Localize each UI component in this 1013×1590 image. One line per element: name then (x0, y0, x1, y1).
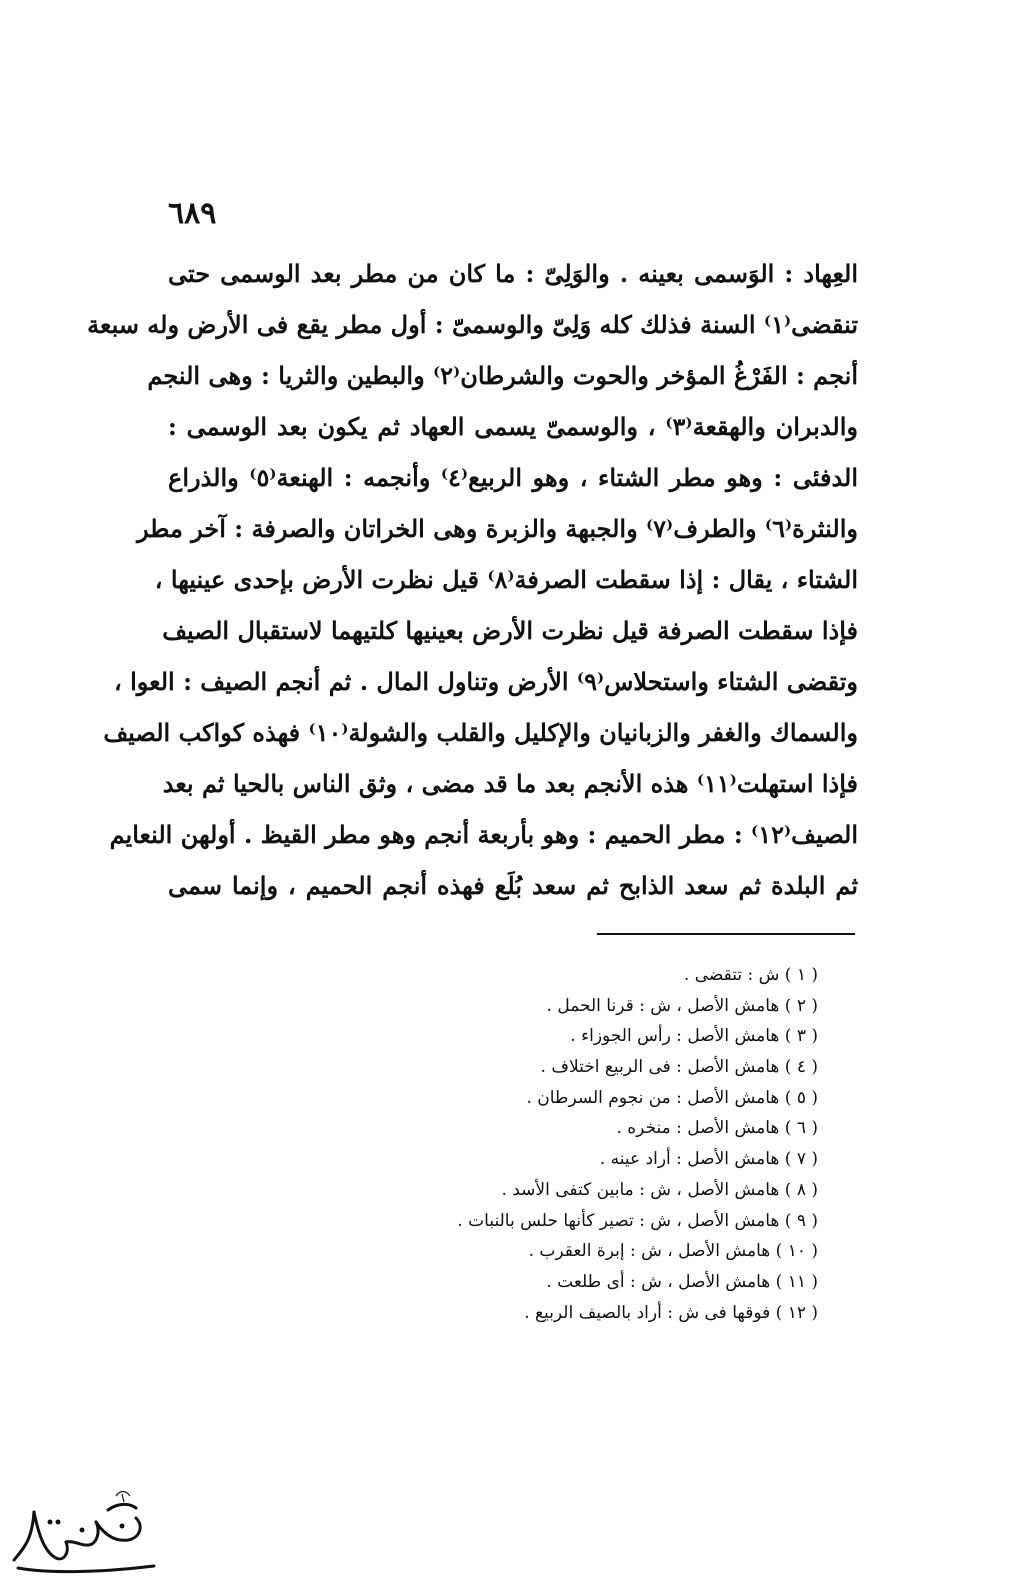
footnote: ( ٥ ) هامش الأصل : من نجوم السرطان . (526, 1087, 818, 1108)
footnote: ( ١١ ) هامش الأصل ، ش : أى طلعت . (546, 1271, 818, 1292)
body-line: الشتاء ، يقال : إذا سقطت الصرفة⁽٨⁾ قيل نظرت الأرض بإحدى عينيها ، (154, 565, 858, 594)
body-line: والسماك والغفر والزبانيان والإكليل والقلب والشولة⁽١٠⁾ فهذه كواكب الصيف (103, 718, 858, 747)
calligraphic-stamp-logo (4, 1482, 164, 1578)
footnote: ( ٩ ) هامش الأصل ، ش : تصير كأنها حلس بالنبات . (457, 1210, 818, 1231)
footnote: ( ٣ ) هامش الأصل : رأس الجوزاء . (570, 1026, 818, 1047)
footnote: ( ١ ) ش : تتقضى . (683, 965, 818, 985)
body-line: الصيف⁽١٢⁾ : مطر الحميم : وهو بأربعة أنجم وهو مطر القيظ . أولهن النعايم (109, 820, 858, 849)
body-line: تنقضى⁽١⁾ السنة فذلك كله وَلِىّ والوسمىّ : أول مطر يقع فى الأرض وله سبعة (87, 310, 858, 339)
footnote: ( ٧ ) هامش الأصل : أراد عينه . (599, 1149, 818, 1170)
body-line: والنثرة⁽٦⁾ والطرف⁽٧⁾ والجبهة والزبرة وهى الخراتان والصرفة : آخر مطر (137, 514, 858, 543)
body-line: ثم البلدة ثم سعد الذابح ثم سعد بُلَع فهذه أنجم الحميم ، وإنما سمى (168, 871, 858, 900)
body-line: العِهاد : الوَسمى بعينه . والوَلِىّ : ما كان من مطر بعد الوسمى حتى (168, 259, 858, 288)
footnote: ( ٢ ) هامش الأصل ، ش : قرنا الحمل . (546, 995, 818, 1016)
footnote: ( ٨ ) هامش الأصل ، ش : مابين كتفى الأسد . (501, 1179, 818, 1200)
body-line: الدفئى : وهو مطر الشتاء ، وهو الربيع⁽٤⁾ وأنجمه : الهنعة⁽٥⁾ والذراع (168, 463, 859, 492)
body-text (87, 248, 859, 911)
footnotes-list (420, 960, 818, 1328)
body-line: والدبران والهقعة⁽٣⁾ ، والوسمىّ يسمى العهاد ثم يكون بعد الوسمى : (168, 412, 858, 441)
page-number: ٦٨٩ (168, 196, 217, 231)
footnote-divider (597, 933, 855, 935)
body-line: فإذا استهلت⁽١١⁾ هذه الأنجم بعد ما قد مضى ، وثق الناس بالحيا ثم بعد (162, 769, 858, 798)
footnote: ( ١٠ ) هامش الأصل ، ش : إبرة العقرب . (528, 1241, 818, 1262)
body-line: فإذا سقطت الصرفة قيل نظرت الأرض بعينيها كلتيهما لاستقبال الصيف (162, 616, 858, 645)
body-line: وتقضى الشتاء واستحلاس⁽٩⁾ الأرض وتناول المال . ثم أنجم الصيف : العوا ، (114, 667, 858, 696)
footnote: ( ٤ ) هامش الأصل : فى الربيع اختلاف . (540, 1057, 818, 1078)
footnote: ( ١٢ ) فوقها فى ش : أراد بالصيف الربيع . (524, 1302, 818, 1323)
body-line: أنجم : الفَرْغُ المؤخر والحوت والشرطان⁽٢⁾ والبطين والثريا : وهى النجم (147, 361, 858, 390)
footnote: ( ٦ ) هامش الأصل : منخره . (616, 1118, 818, 1139)
